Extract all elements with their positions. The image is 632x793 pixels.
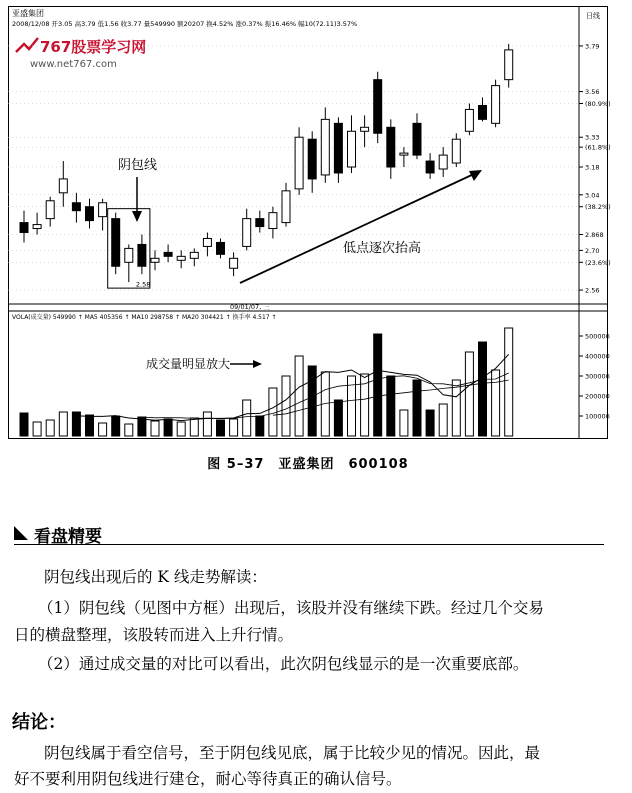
candle-body-bearish [413,123,421,155]
logo-website: www.net767.com [30,59,117,70]
annotation-bearish-engulfing: 阴包线 [118,158,158,173]
candle-body-bearish [387,127,395,167]
candle-body-bearish [20,223,28,233]
candle-body-bearish [334,123,342,173]
paragraph-intro: 阴包线出现后的 K 线走势解读： [44,568,267,586]
volume-tick-label: 300000 [585,372,610,381]
price-tick-label: 2.56 [585,286,600,295]
candle-body-bullish [282,191,290,223]
corner-label: 日线 [586,12,600,20]
volume-bar [217,420,225,436]
candle-body-bearish [426,161,434,173]
candle-body-bearish [72,203,80,211]
volume-bar [243,400,251,436]
volume-bar [387,376,395,436]
volume-bar [33,422,41,436]
volume-bar [46,420,54,436]
candle [374,72,382,143]
volume-bar [177,422,185,436]
paragraph-1-line-1: （1）阴包线（见图中方框）出现后，该股并没有继续下跌。经过几个交易 [38,599,544,617]
candle-body-bullish [190,252,198,258]
volume-bar [269,388,277,436]
volume-bar [361,374,369,436]
candle-body-bearish [374,80,382,134]
candle-body-bullish [33,225,41,229]
volume-bar [164,419,172,436]
volume-bar [230,419,238,436]
volume-tick-label: 200000 [585,392,610,401]
candle-body-bearish [86,207,94,221]
candle-body-bullish [452,139,460,163]
candle-body-bullish [295,137,303,189]
candle-body-bearish [164,252,172,256]
stock-name-label: 亚盛集团 [12,9,44,18]
candle-body-bullish [439,155,447,169]
price-tick-label: (23.6%) [585,258,611,267]
volume-bar [190,418,198,436]
candle-body-bullish [59,179,67,193]
volume-bar [400,410,408,436]
volume-bar [308,366,316,436]
candle-body-bearish [479,105,487,119]
volume-bar [59,412,67,436]
candle-body-bullish [230,258,238,268]
volume-bar [125,424,133,436]
volume-bar [203,412,211,436]
candle-body-bullish [151,258,159,262]
volume-bar [439,404,447,436]
price-tick-label: 3.79 [585,42,600,51]
candle [334,117,342,183]
candle-body-bullish [465,109,473,131]
candle-body-bullish [177,256,185,260]
volume-bar [20,413,28,436]
candle-body-bullish [492,86,500,124]
annotation-rising-lows: 低点逐次抬高 [343,241,422,256]
volume-bar [138,417,146,436]
paragraph-2: （2）通过成交量的对比可以看出，此次阴包线显示的是一次重要底部。 [38,655,529,673]
section-triangle-icon [14,526,28,540]
price-tick-label: 2.868 [585,231,604,240]
price-tick-label: 3.18 [585,163,600,172]
volume-bar [426,410,434,436]
figure-caption: 图 5–37 亚盛集团 600108 [207,457,409,472]
candle [492,80,500,128]
candle-body-bearish [256,219,264,227]
price-info-line: 2008/12/08 开3.05 高3.79 低1.56 收3.77 量549990 额20207 换4.52% 涨0.37% 振16.46% 幅10(72.11)3.57% [12,20,358,28]
stock-chart [8,6,611,439]
volume-bar [479,342,487,436]
volume-bar [86,415,94,436]
candle-body-bullish [269,213,277,229]
price-tick-label: (80.9%) [585,99,611,108]
candle-body-bullish [125,248,133,262]
candle-body-bearish [112,219,120,267]
candle-body-bullish [505,50,513,80]
logo-text: 767股票学习网 [40,38,147,56]
paragraph-1-line-2: 日的横盘整理，该股转而进入上升行情。 [14,626,294,644]
volume-bar [282,376,290,436]
candle-body-bearish [217,242,225,254]
volume-bar [465,352,473,436]
candle-body-bullish [348,131,356,167]
stock-chart-svg [8,6,611,439]
volume-bar [452,380,460,436]
volume-bar [492,370,500,436]
candle-body-bullish [243,219,251,247]
conclusion-title: 结论： [12,712,66,733]
volume-bar [99,423,107,436]
price-tick-label: 3.04 [585,191,600,200]
section-title: 看盘精要 [34,527,102,547]
candle-body-bullish [321,119,329,175]
volume-bar [334,400,342,436]
candle [295,127,303,194]
volume-bar [413,380,421,436]
candle [112,213,120,275]
candle-body-bearish [308,139,316,179]
volume-bar [151,421,159,436]
candle-body-bullish [400,153,408,155]
volume-header: VOLA(成交量) 549990 ↑ MA5 405356 ↑ MA10 298758 ↑ MA20 304421 ↑ 换手率 4.517 ↑ [12,314,277,321]
annotation-volume-note: 成交量明显放大 [146,357,231,371]
volume-bar [295,356,303,436]
candle-body-bearish [138,244,146,266]
candle-body-bullish [99,203,107,217]
candle-date-label: 09/01/07, 三 [230,303,270,311]
conclusion-line-1: 阴包线属于看空信号，至于阴包线见底，属于比较少见的情况。因此，最 [44,744,541,762]
price-tick-label: (38.2%) [585,203,611,212]
volume-tick-label: 400000 [585,352,610,361]
price-tick-label: 2.70 [585,246,600,255]
price-tick-label: 3.56 [585,88,600,97]
volume-bar [112,416,120,436]
conclusion-line-2: 好不要利用阴包线进行建仓，耐心等待真正的确认信号。 [14,770,402,788]
volume-tick-label: 100000 [585,412,610,421]
volume-bar [505,328,513,436]
volume-bar [256,416,264,436]
volume-tick-label: 500000 [585,332,610,341]
box-low-price-label: 2.58 [135,280,151,289]
price-tick-label: 3.33 [585,133,600,142]
candle-body-bullish [361,127,369,131]
candle-body-bullish [46,201,54,219]
volume-bar [374,334,382,436]
price-tick-label: (61.8%) [585,143,611,152]
candle-body-bullish [203,238,211,246]
section-header [14,522,604,545]
